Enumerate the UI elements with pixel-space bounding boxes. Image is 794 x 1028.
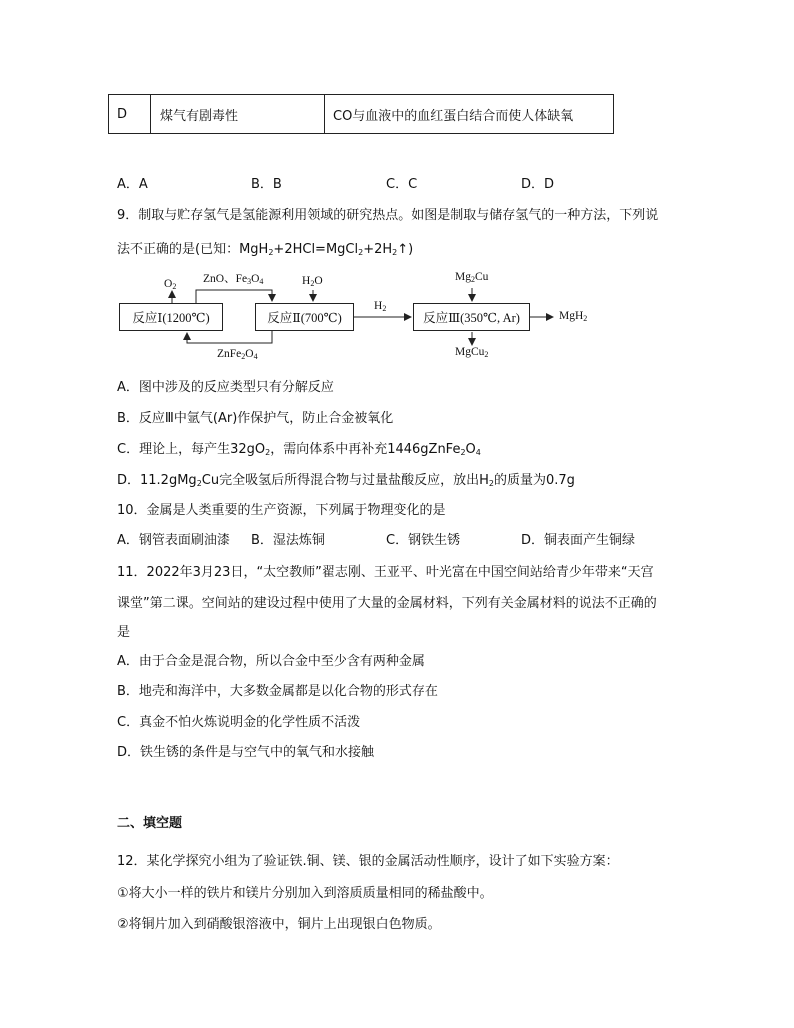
q11-stem-line3: 是: [117, 625, 131, 640]
q9-option-d[interactable]: D．11.2gMg$_2$Cu完全吸氢后所得混合物与过量盐酸反应，放出$H_2$的质量为0.7g: [117, 473, 575, 488]
q11-option-b[interactable]: B．地壳和海洋中，大多数金属都是以化合物的形式存在: [117, 684, 438, 699]
q11-option-c[interactable]: C．真金不怕火炼说明金的化学性质不活泼: [117, 715, 361, 730]
label-mgcu2: MgCu$_2$: [455, 346, 489, 359]
q8-option-b[interactable]: B．B: [251, 177, 282, 192]
table-cell-label: D: [109, 95, 151, 133]
q9-option-b[interactable]: B．反应Ⅲ中氩气(Ar)作保护气，防止合金被氧化: [117, 411, 394, 426]
q11-option-d[interactable]: D．铁生锈的条件是与空气中的氧气和水接触: [117, 745, 375, 760]
q11-stem-line2: 课堂”第二课。空间站的建设过程中使用了大量的金属材料，下列有关金属材料的说法不正确的: [117, 596, 657, 611]
q10-stem: 10．金属是人类重要的生产资源，下列属于物理变化的是: [117, 503, 446, 518]
q9-option-a[interactable]: A．图中涉及的反应类型只有分解反应: [117, 380, 334, 395]
q10-option-c[interactable]: C．钢铁生锈: [386, 533, 461, 548]
q9-stem-line2: 法不正确的是(已知：$MgH_2+2HCl=MgCl_2+2H_2↑$): [117, 242, 414, 257]
q8-option-a[interactable]: A．A: [117, 177, 148, 192]
reaction-3-box: 反应Ⅲ(350℃, Ar): [413, 303, 530, 331]
q10-option-d[interactable]: D．铜表面产生铜绿: [521, 533, 636, 548]
q12-step-1: ①将大小一样的铁片和镁片分别加入到溶质质量相同的稀盐酸中。: [117, 886, 493, 901]
q12-step-2: ②将铜片加入到硝酸银溶液中，铜片上出现银白色物质。: [117, 917, 441, 932]
reaction-2-box: 反应Ⅱ(700℃): [255, 303, 354, 331]
q11-option-a[interactable]: A．由于合金是混合物，所以合金中至少含有两种金属: [117, 654, 425, 669]
q10-option-b[interactable]: B．湿法炼铜: [251, 533, 325, 548]
label-mgh2: MgH$_2$: [559, 310, 588, 323]
label-mg2cu: $Mg_2Cu$: [455, 271, 489, 284]
q12-stem: 12．某化学探究小组为了验证铁.铜、镁、银的金属活动性顺序，设计了如下实验方案：: [117, 854, 619, 869]
q8-option-c[interactable]: C．C: [386, 177, 418, 192]
section-heading-fill-in: 二、填空题: [117, 816, 183, 831]
label-h2: $H_2$: [374, 300, 387, 313]
label-znfe2o4: $ZnFe_2O_4$: [217, 348, 258, 361]
q10-option-a[interactable]: A．钢管表面刷油漆: [117, 533, 230, 548]
table-cell-item: 煤气有剧毒性: [151, 95, 325, 133]
q9-stem-line1: 9．制取与贮存氢气是氢能源利用领域的研究热点。如图是制取与储存氢气的一种方法，下列说: [117, 208, 659, 223]
q11-stem-line1: 11．2022年3月23日，“太空教师”翟志刚、王亚平、叶光富在中国空间站给青少年带来“天宫: [117, 565, 654, 580]
reaction-1-box: 反应Ⅰ(1200℃): [119, 303, 223, 331]
q8-option-d[interactable]: D．D: [521, 177, 555, 192]
label-h2o: $H_2O$: [302, 275, 323, 288]
table-cell-explanation: CO与血液中的血红蛋白结合而使人体缺氧: [333, 108, 574, 124]
q9-option-c[interactable]: C．理论上，每产生$32gO_2$，需向体系中再补充$1446gZnFe_2O_4$: [117, 442, 481, 457]
label-zno-fe3o4: ZnO、$Fe_3O_4$: [203, 273, 264, 286]
label-o2: $O_2$: [164, 278, 177, 291]
